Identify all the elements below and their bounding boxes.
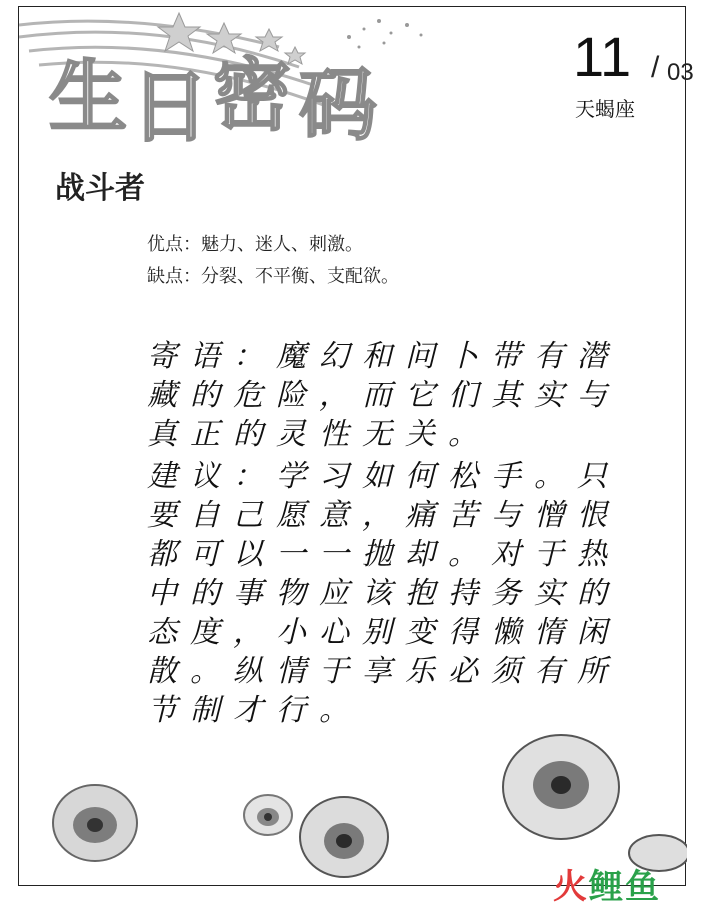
message-paragraph: 寄语：魔幻和问卜带有潜藏的危险，而它们其实与真正的灵性无关。 — [147, 339, 620, 452]
page-frame — [18, 6, 694, 907]
cons-text: 缺点：分裂、不平衡、支配欲。 — [147, 266, 399, 287]
title-char: 日 — [131, 62, 216, 153]
traits-block — [147, 229, 399, 293]
section-heading: 战斗者 — [55, 171, 145, 206]
title-char: 密 — [213, 50, 298, 141]
title-char: 码 — [299, 60, 384, 151]
watermark-logo — [553, 859, 661, 908]
date-day: 11 — [573, 25, 632, 88]
pros-text: 优点：魅力、迷人、刺激。 — [147, 234, 363, 255]
page-title-artistic — [49, 25, 409, 153]
date-slash: / — [651, 51, 660, 84]
watermark-part-1: 火 — [553, 867, 589, 907]
watermark-part-2: 鲤鱼 — [589, 867, 661, 907]
date-month: 03 — [667, 59, 694, 86]
zodiac-sign: 天蝎座 — [575, 97, 635, 121]
title-char: 生 — [49, 52, 134, 143]
ink-flower-decoration — [53, 735, 687, 877]
advice-paragraph: 建议：学习如何松手。只要自己愿意，痛苦与憎恨都可以一一抛却。对于热中的事物应该抱持务实的态度，小心别变得懒惰闲散。纵情于享乐必须有所节制才行。 — [147, 459, 620, 728]
